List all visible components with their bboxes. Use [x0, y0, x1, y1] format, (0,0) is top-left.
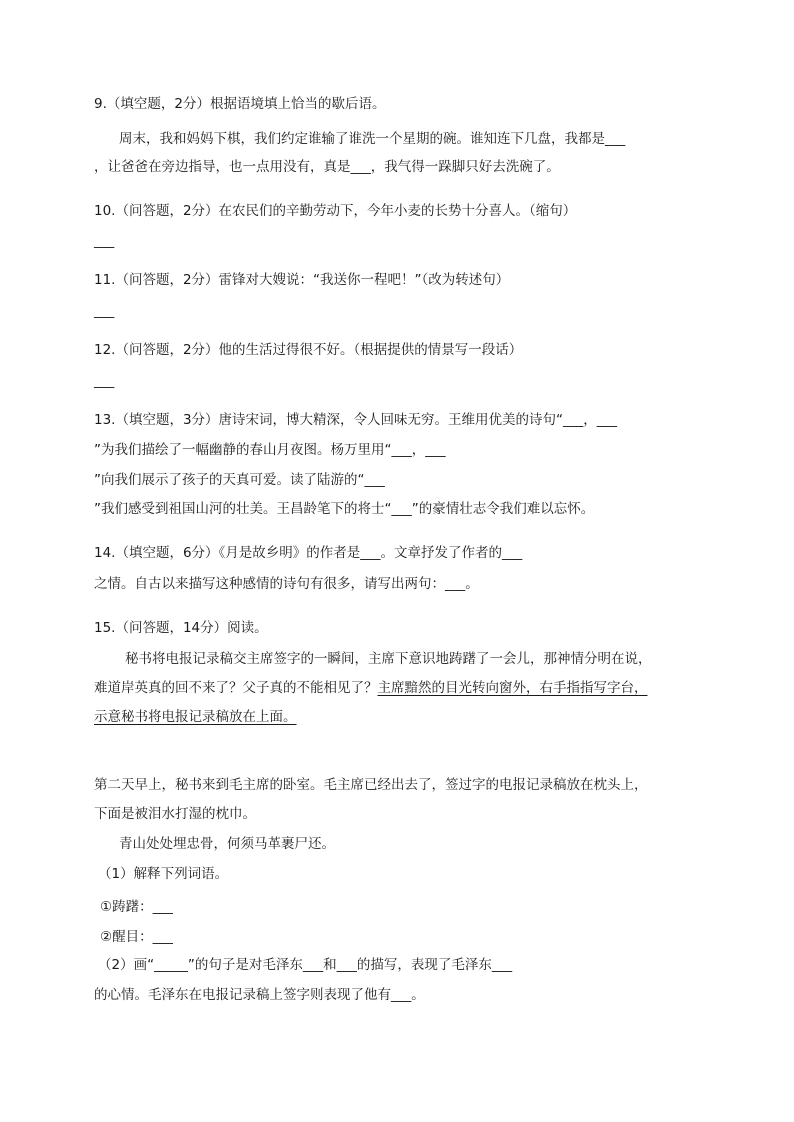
underline-marker: _____: [154, 957, 188, 973]
answer-blank: ___: [94, 303, 115, 319]
sub-question-2-text: ”的句子是对毛泽东___和___的描写，表现了毛泽东___: [187, 957, 513, 973]
sub-question-2-text-line: 的心情。毛泽东在电报记录稿上签字则表现了他有___。: [94, 987, 425, 1003]
question-12-title: 12.（问答题，2分）他的生活过得很不好。（根据提供的情景写一段话）: [94, 342, 523, 358]
question-9-text-line: ，让爸爸在旁边指导，也一点用没有，真是___，我气得一跺脚只好去洗碗了。: [94, 159, 560, 175]
question-15-title: 15.（问答题，14分）阅读。: [94, 620, 268, 636]
sub-question-2-text: （2）画“: [98, 957, 155, 973]
underlined-sentence: 示意秘书将电报记录稿放在上面。: [94, 709, 297, 725]
answer-blank: ___: [94, 373, 115, 389]
question-10-title: 10.（问答题，2分）在农民们的辛勤劳动下，今年小麦的长势十分喜人。（缩句）: [94, 203, 577, 219]
question-13-text-line: ”向我们展示了孩子的天真可爱。读了陆游的“___: [94, 472, 385, 488]
question-14-title: 14.（填空题，6分）《月是故乡明》的作者是___。文章抒发了作者的___: [94, 545, 523, 561]
sub-question-item: ②醒目：___: [100, 929, 173, 945]
question-9-text-line: 周末，我和妈妈下棋，我们约定谁输了谁洗一个星期的碗。谁知连下几盘，我都是___: [119, 131, 626, 147]
passage-line: 秘书将电报记录稿交主席签字的一瞬间，主席下意识地踌躇了一会儿，那神情分明在说，: [125, 651, 652, 667]
passage-line: 第二天早上，秘书来到毛主席的卧室。毛主席已经出去了，签过字的电报记录稿放在枕头上，: [94, 777, 648, 793]
question-13-title: 13.（填空题，3分）唐诗宋词，博大精深，令人回味无穷。王维用优美的诗句“___，___: [94, 412, 618, 428]
passage-text: 难道岸英真的回不来了？父子真的不能相见了？: [94, 680, 378, 696]
question-9-title: 9.（填空题，2分）根据语境填上恰当的歇后语。: [94, 96, 386, 112]
poem-line: 青山处处埋忠骨，何须马革裹尸还。: [119, 836, 335, 852]
question-13-text-line: ”为我们描绘了一幅幽静的春山月夜图。杨万里用“___，___: [94, 442, 446, 458]
sub-question-2: [98, 956, 512, 974]
sub-question-1: （1）解释下列词语。: [98, 866, 229, 882]
underlined-sentence: 主席黯然的目光转向窗外，右手指指写字台，: [377, 680, 648, 696]
answer-blank: ___: [94, 233, 115, 249]
sub-question-item: ①踌躇：___: [100, 899, 173, 915]
question-11-title: 11.（问答题，2分）雷锋对大嫂说：“我送你一程吧！”（改为转述句）: [94, 272, 510, 288]
question-14-text-line: 之情。自古以来描写这种感情的诗句有很多，请写出两句：___。: [94, 576, 479, 592]
passage-line: 下面是被泪水打湿的枕巾。: [94, 806, 256, 822]
passage-line: [94, 679, 648, 697]
question-13-text-line: ”我们感受到祖国山河的壮美。王昌龄笔下的将士“___”的豪情壮志令我们难以忘怀。: [94, 501, 595, 517]
